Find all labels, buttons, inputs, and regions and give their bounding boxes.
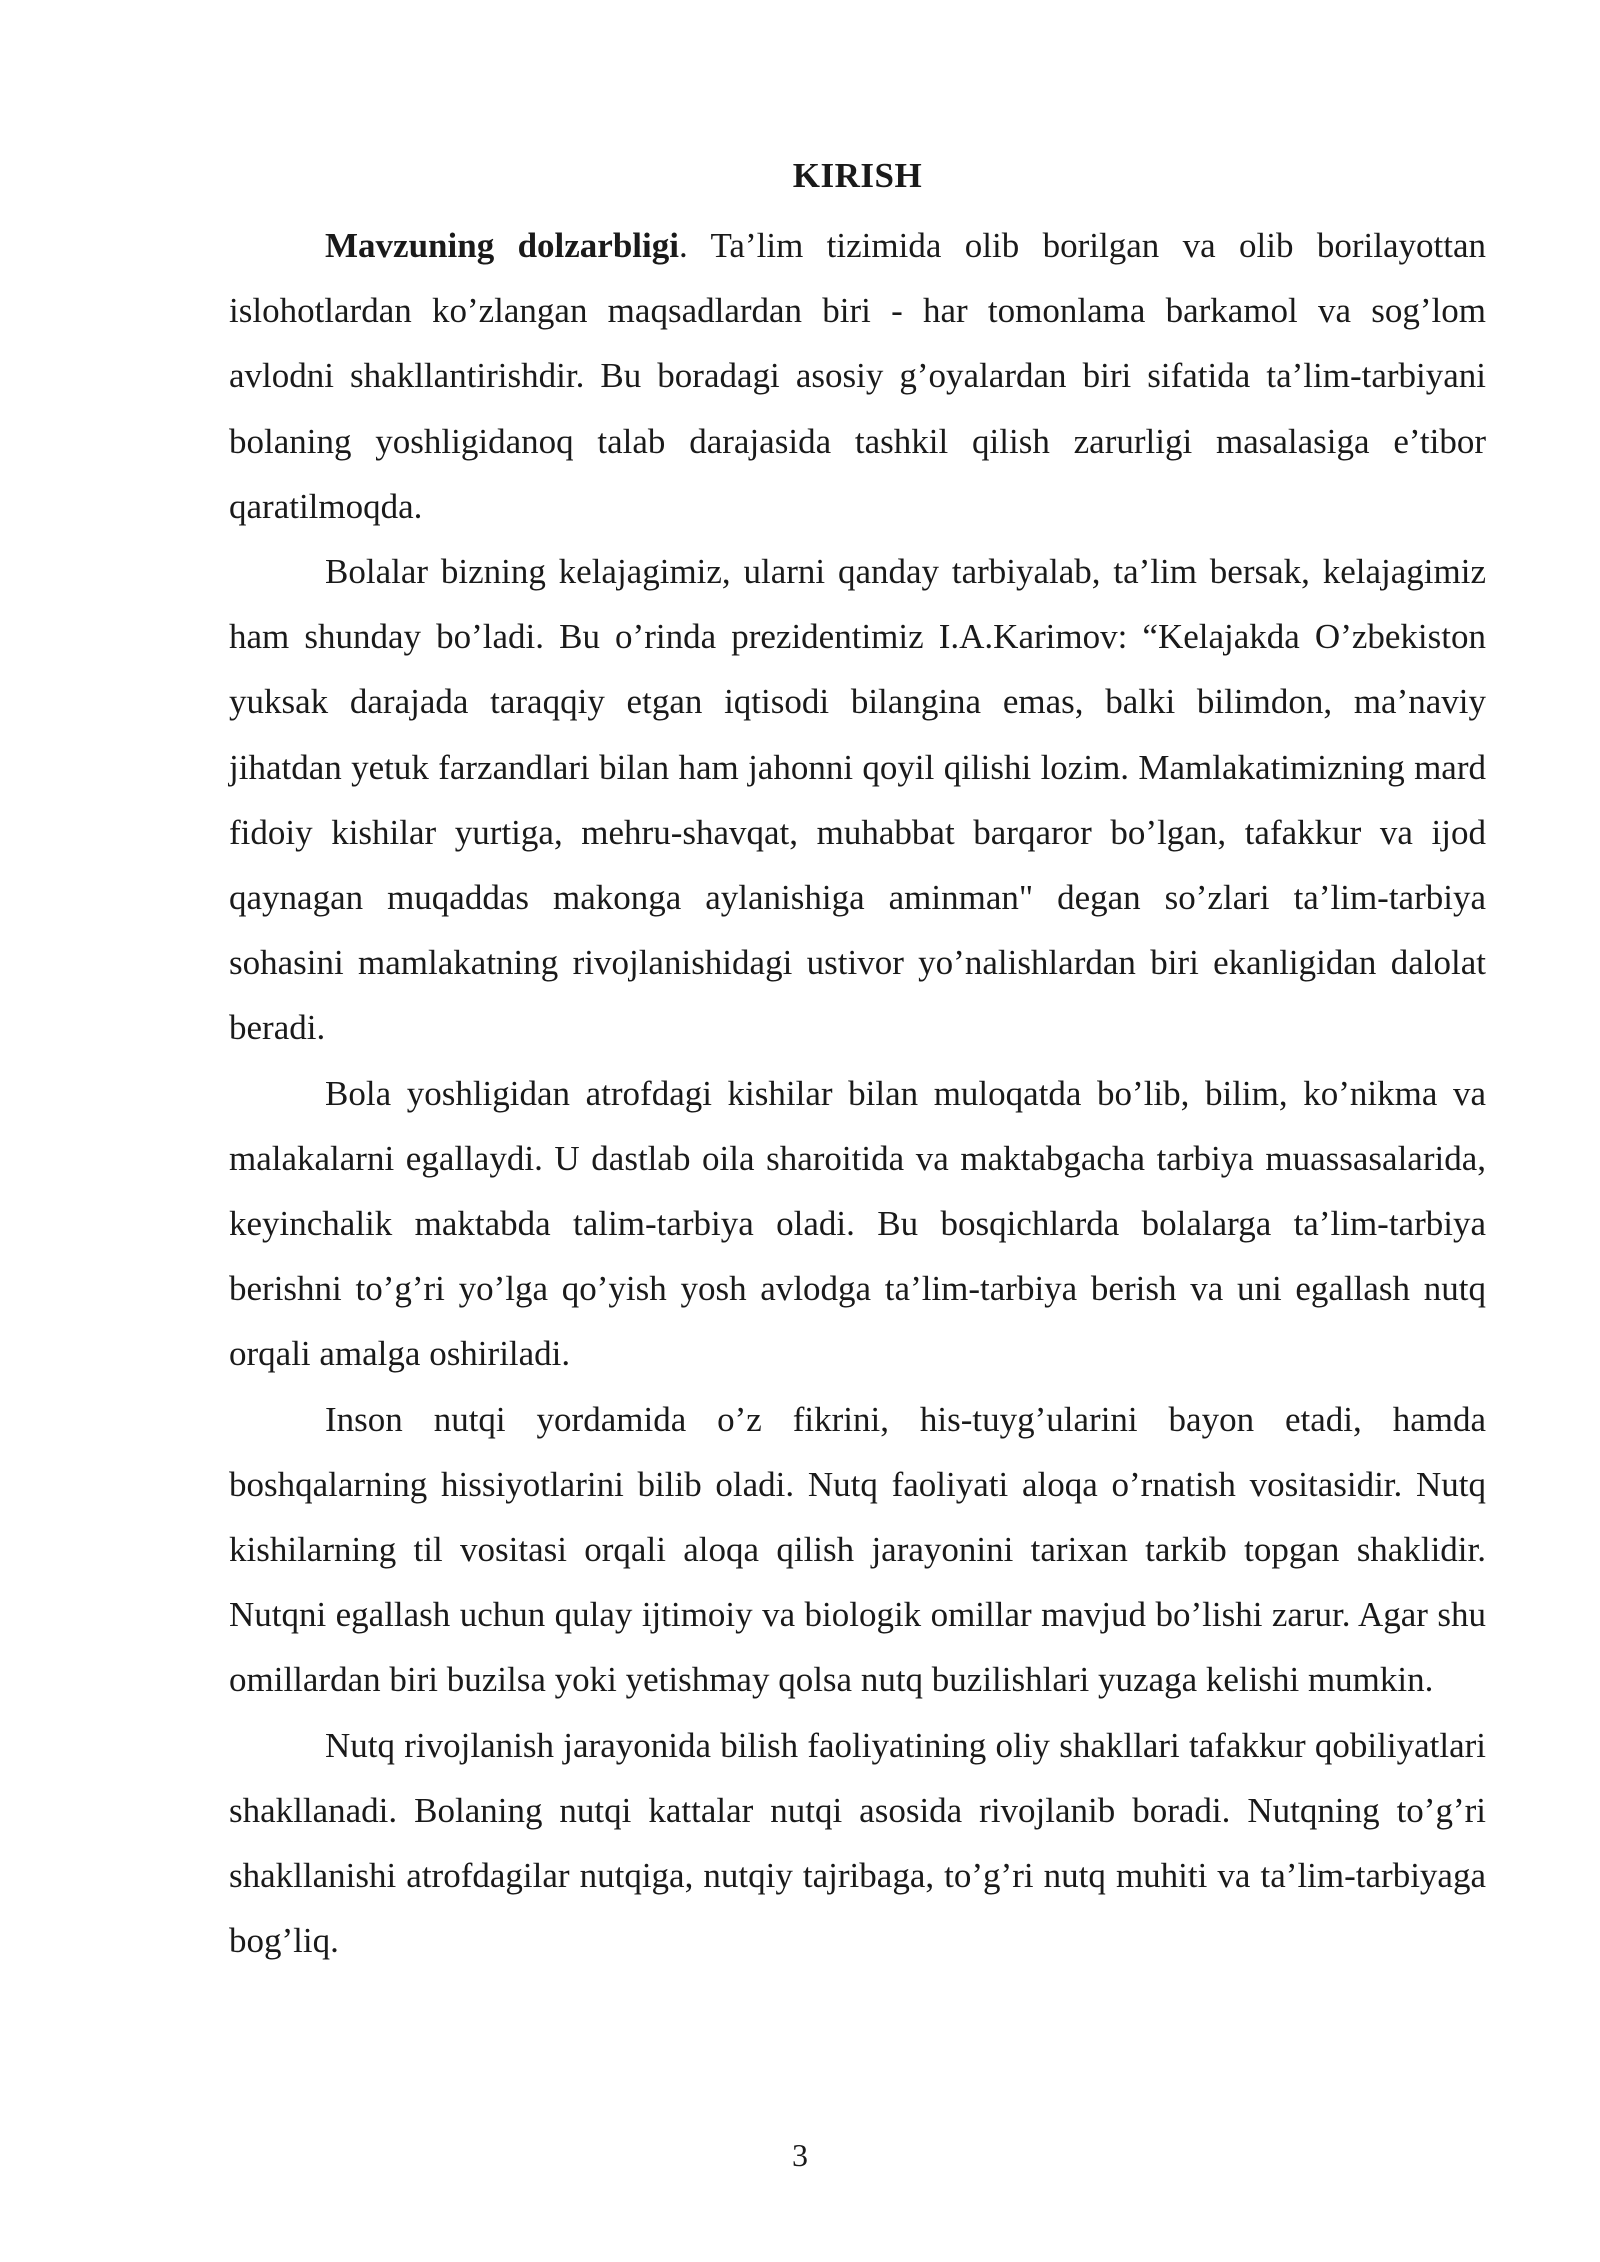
paragraph-child-learning: Bola yoshligidan atrofdagi kishilar bilan muloqatda bo’lib, bilim, ko’nikma va malakalarni egallaydi. U dastlab oila sharoitida va maktabgacha tarbiya muassasalarida, keyinchalik maktabda talim-tarbiya oladi. Bu bosqichlarda bolalarga ta’lim-tarbiya berishni to’g’ri yo’lga qo’yish yosh avlodga ta’lim-tarbiya berish va uni egallash nutq orqali amalga oshiriladi. <box>229 1073 1486 1374</box>
paragraph-relevance <box>229 213 1486 539</box>
page-number: 3 <box>792 2137 808 2173</box>
page-body <box>229 148 1486 1973</box>
paragraph-future-generation: Bolalar bizning kelajagimiz, ularni qanday tarbiyalab, ta’lim bersak, kelajagimiz ham shunday bo’ladi. Bu o’rinda prezidentimiz I.A.Karimov: “Kelajakda O’zbekiston yuksak darajada taraqqiy etgan iqtisodi bilangina emas, balki bilimdon, ma’naviy jihatdan yetuk farzandlari bilan ham jahonni qoyil qilishi lozim. Mamlakatimizning mard fidoiy kishilar yurtiga, mehru-shavqat, muhabbat barqaror bo’lgan, tafakkur va ijod qaynagan muqaddas makonga aylanishiga aminman" degan so’zlari ta’lim-tarbiya sohasini mamlakatning rivojlanishidagi ustivor yo’nalishlardan biri ekanligidan dalolat beradi. <box>229 552 1486 1048</box>
paragraph-human-speech: Inson nutqi yordamida o’z fikrini, his-tuyg’ularini bayon etadi, hamda boshqalarning hissiyotlarini bilib oladi. Nutq faoliyati aloqa o’rnatish vositasidir. Nutq kishilarning til vositasi orqali aloqa qilish jarayonini tarixan tarkib topgan shaklidir. Nutqni egallash uchun qulay ijtimoiy va biologik omillar mavjud bo’lishi zarur. Agar shu omillardan biri buzilsa yoki yetishmay qolsa nutq buzilishlari yuzaga kelishi mumkin. <box>229 1399 1486 1700</box>
paragraph-relevance-text: . Ta’lim tizimida olib borilgan va olib borilayottan islohotlardan ko’zlangan maqsadlardan biri - har tomonlama barkamol va sog’lom avlodni shakllantirishdir. Bu boradagi asosiy g’oyalardan biri sifatida ta’lim-tarbiyani bolaning yoshligidanoq talab darajasida tashkil qilish zarurligi masalasiga e’tibor qaratilmoqda. <box>229 226 1487 526</box>
paragraph-speech-development: Nutq rivojlanish jarayonida bilish faoliyatining oliy shakllari tafakkur qobiliyatlari shakllanadi. Bolaning nutqi kattalar nutqi asosida rivojlanib boradi. Nutqning to’g’ri shakllanishi atrofdagilar nutqiga, nutqiy tajribaga, to’g’ri nutq muhiti va ta’lim-tarbiyaga bog’liq. <box>229 1725 1486 1961</box>
paragraph-lead-term: Mavzuning dolzarbligi <box>325 226 679 265</box>
section-heading: KIRISH <box>792 156 923 195</box>
